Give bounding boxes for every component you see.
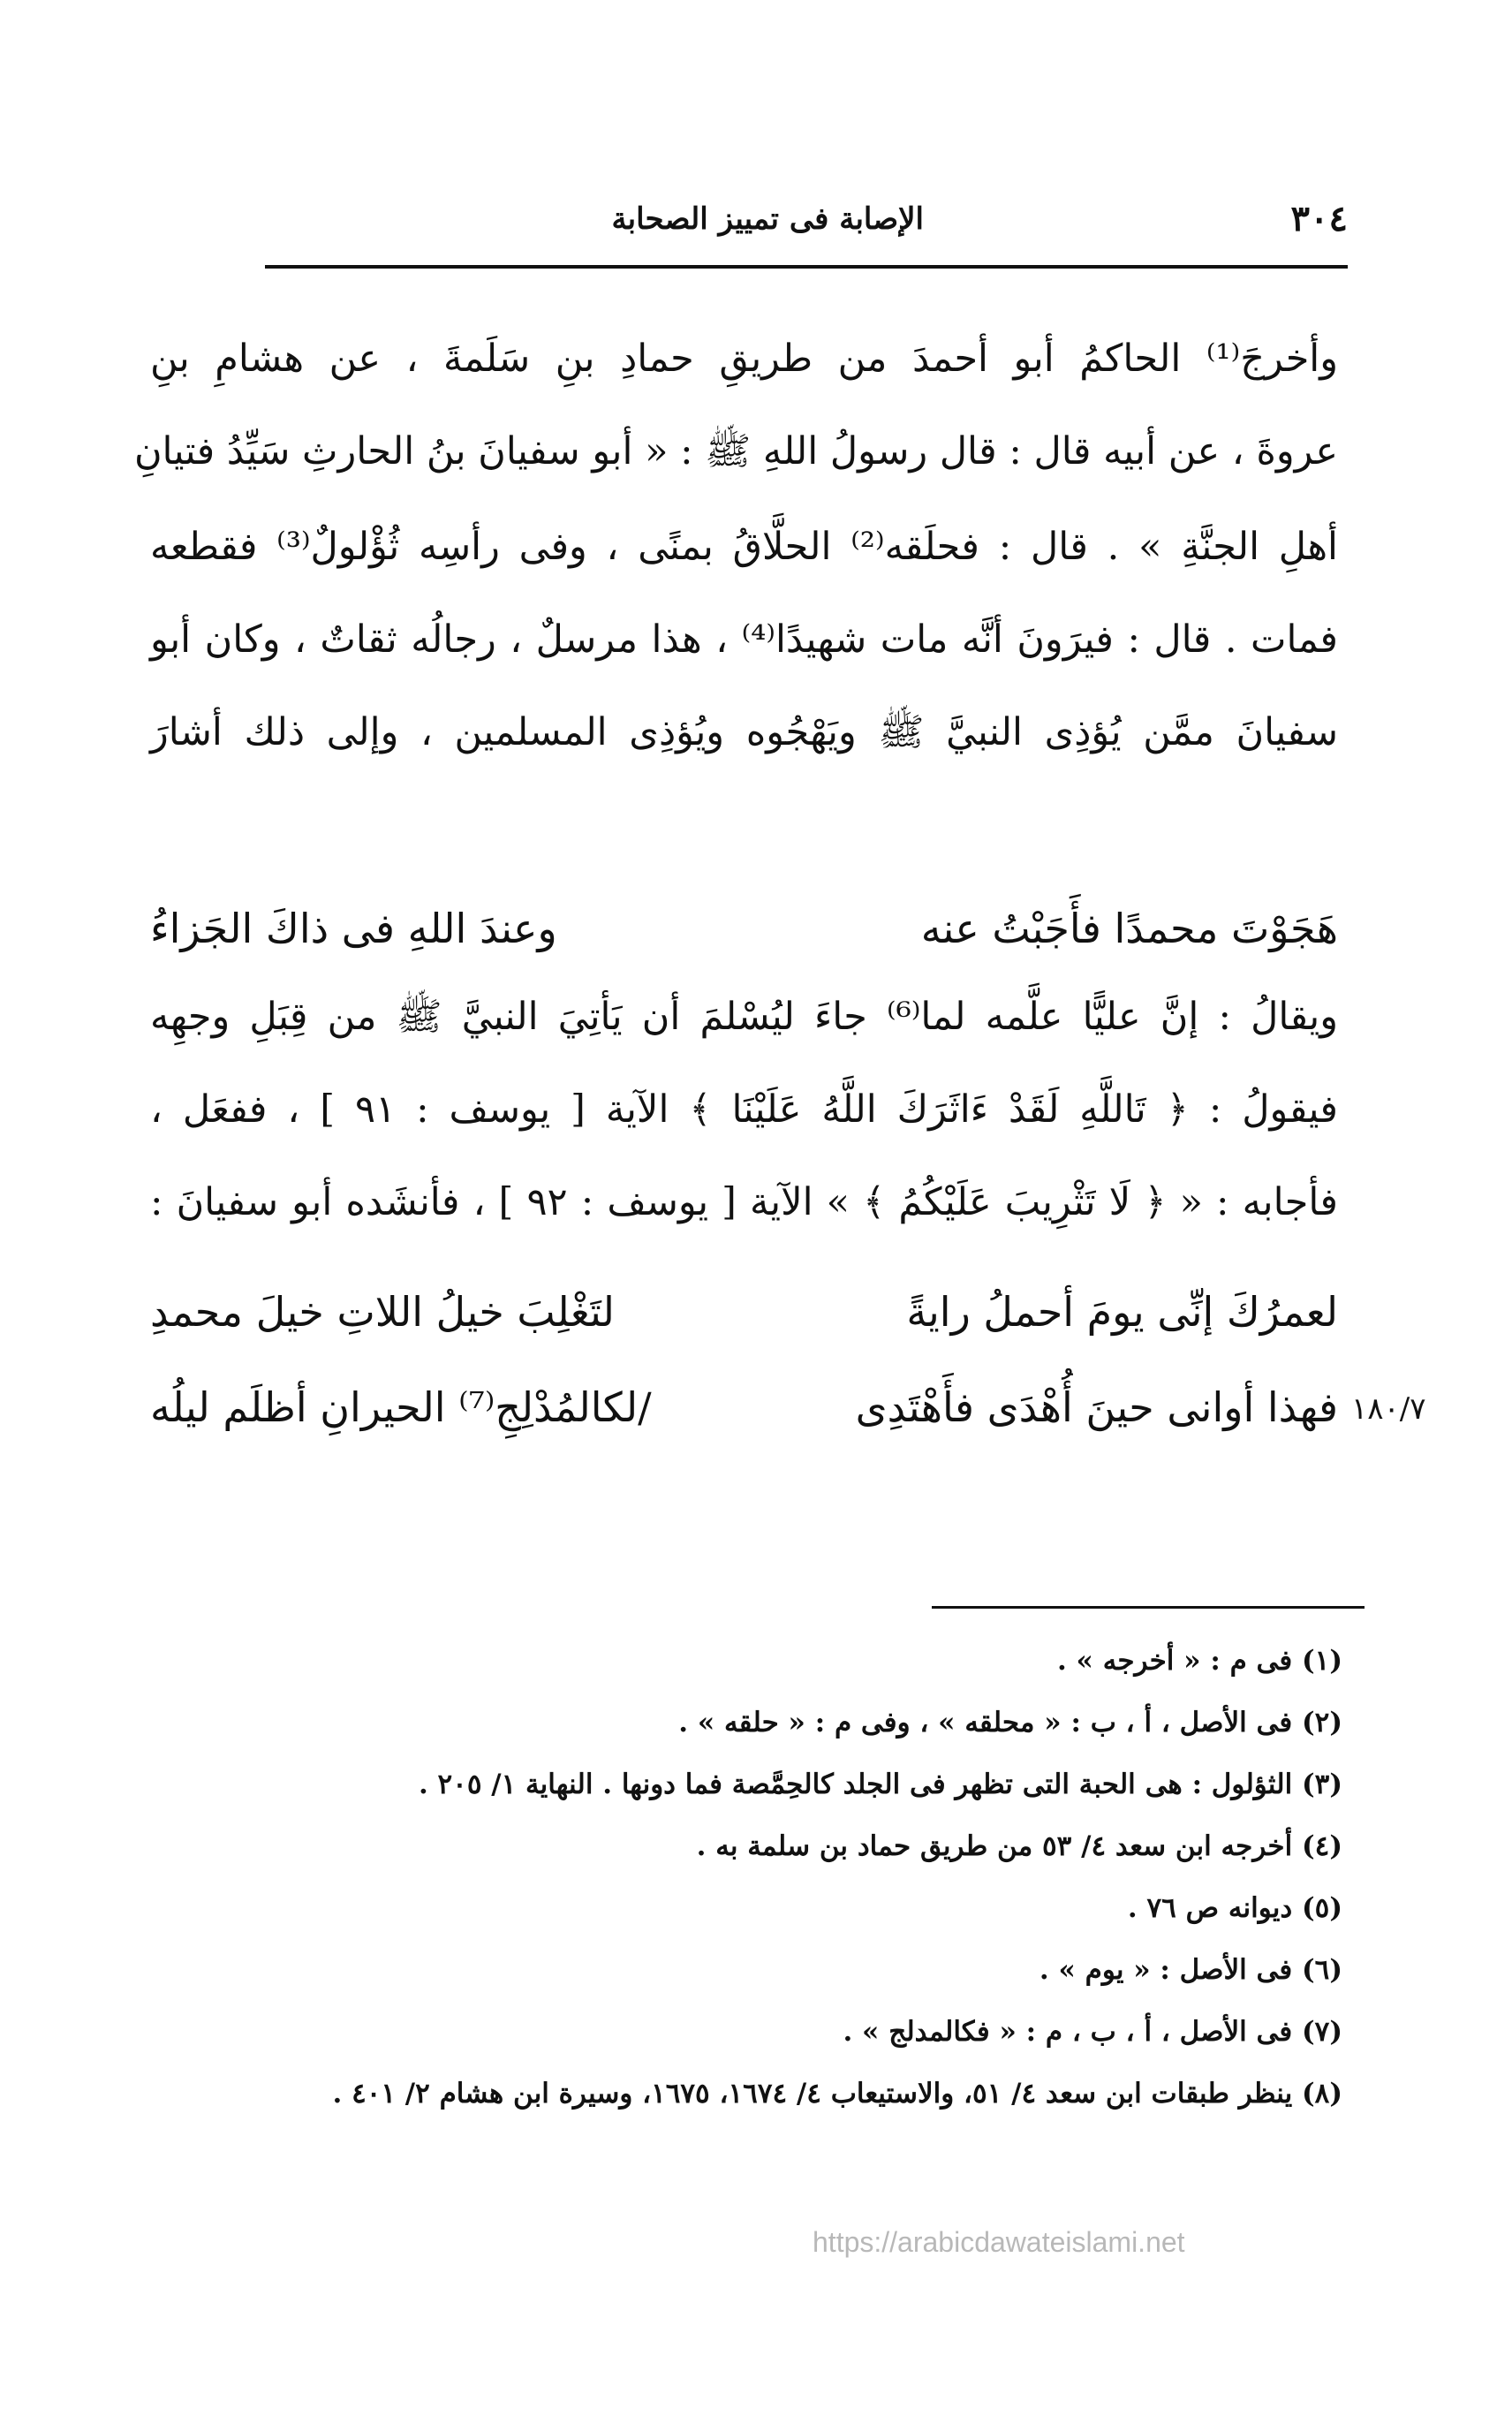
footnote: (٦) فى الأصل : « يوم » . — [1039, 1954, 1342, 1986]
body-line: وأخرجَ⁽¹⁾ الحاكمُ أبو أحمدَ من طريقِ حمادِ بنِ سَلَمةَ ، عن هشامِ بنِ — [150, 337, 1338, 381]
footnote: (٥) ديوانه ص ٧٦ . — [1127, 1892, 1342, 1924]
body-line: فيقولُ : ﴿ تَاللَّهِ لَقَدْ ءَاثَرَكَ اللَّهُ عَلَيْنَا ﴾ الآية [ يوسف : ٩١ ] ، ففعَل ، — [150, 1087, 1338, 1132]
body-line: أهلِ الجنَّةِ » . قال : فحلَقه⁽²⁾ الحلَّاقُ بمنًى ، وفى رأسِه ثُؤْلولٌ⁽³⁾ فقطعه — [150, 525, 1338, 569]
footnote: (١) فى م : « أخرجه » . — [1056, 1645, 1342, 1677]
body-line: فمات . قال : فيرَونَ أنَّه مات شهيدًا⁽⁴⁾ ، هذا مرسلٌ ، رجالُه ثقاتٌ ، وكان أبو — [150, 617, 1338, 662]
body-line: ويقالُ : إنَّ عليًّا علَّمه لما⁽⁶⁾ جاءَ ليُسْلمَ أن يَأتِيَ النبيَّ ﷺ من قِبَلِ وجهِه — [150, 995, 1338, 1039]
verse-line — [150, 1288, 1338, 1345]
footnote: (٢) فى الأصل ، أ ، ب : « محلقه » ، وفى م : « حلقه » . — [678, 1707, 1342, 1739]
body-line: عروةَ ، عن أبيه قال : قال رسولُ اللهِ ﷺ : « أبو سفيانَ بنُ الحارثِ سَيِّدُ فتيانِ — [133, 429, 1338, 473]
page-title: الإصابة فى تمييز الصحابة — [611, 201, 924, 237]
verse-second-hemistich: لتَغْلِبَ خيلُ اللاتِ خيلَ محمدِ — [150, 1288, 615, 1336]
page-number: ٣٠٤ — [1290, 198, 1348, 239]
body-line: سفيانَ ممَّن يُؤذِى النبيَّ ﷺ ويَهْجُوه ويُؤذِى المسلمين ، وإلى ذلك أشارَ — [150, 710, 1338, 754]
footnote: (٤) أخرجه ابن سعد ٤/ ٥٣ من طريق حماد بن سلمة به . — [696, 1830, 1342, 1862]
verse-line — [150, 905, 1338, 961]
verse-first-hemistich: فهذا أوانى حينَ أُهْدَى فأَهْتَدِى — [855, 1383, 1338, 1431]
watermark-url: https://arabicdawateislami.net — [813, 2226, 1185, 2258]
footnote: (٧) فى الأصل ، أ ، ب ، م : « فكالمدلج » . — [843, 2016, 1342, 2048]
footnote-divider — [932, 1606, 1365, 1609]
verse-first-hemistich: هَجَوْتَ محمدًا فأَجَبْتُ عنه — [920, 905, 1338, 952]
page-header — [265, 194, 1348, 256]
margin-reference: ١٨٠/٧ — [1351, 1391, 1426, 1427]
verse-line — [150, 1383, 1338, 1440]
header-divider — [265, 265, 1348, 269]
footnote: (٣) الثؤلول : هى الحبة التى تظهر فى الجلد كالحِمَّصة فما دونها . النهاية ١/ ٢٠٥ . — [418, 1769, 1342, 1800]
verse-first-hemistich: لعمرُكَ إنِّى يومَ أحملُ رايةً — [906, 1288, 1338, 1336]
verse-second-hemistich: وعندَ اللهِ فى ذاكَ الجَزاءُ — [150, 905, 557, 952]
verse-second-hemistich: /لكالمُدْلِجِ⁽⁷⁾ الحيرانِ أظلَم ليلُه — [150, 1383, 652, 1431]
footnote: (٨) ينظر طبقات ابن سعد ٤/ ٥١، والاستيعاب ٤/ ١٦٧٤، ١٦٧٥، وسيرة ابن هشام ٢/ ٤٠١ . — [332, 2078, 1342, 2110]
body-line: فأجابه : « ﴿ لَا تَثْرِيبَ عَلَيْكُمُ ﴾ » الآية [ يوسف : ٩٢ ] ، فأنشَده أبو سفيانَ : — [150, 1180, 1338, 1224]
